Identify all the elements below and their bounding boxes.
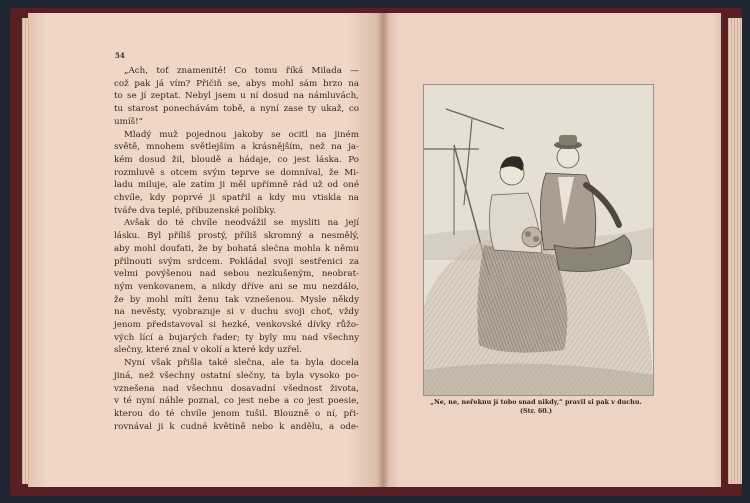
text-line: lásku. Byl příliš prostý, příliš skromný a nesmělý,	[114, 231, 359, 242]
right-page-edges	[728, 18, 742, 484]
left-page-edges	[22, 18, 30, 484]
text-line: vých lící a bujarých řader; ty byly mu nad všechny	[114, 332, 359, 343]
book-gutter	[377, 13, 389, 487]
caption-page-ref: (Str. 60.)	[520, 407, 552, 415]
text-line: Nyní však přišla také slečna, ale ta byla docela	[124, 358, 359, 369]
illustration	[423, 84, 654, 396]
text-line: rovnával ji k cudné květině nebo k andělu, a ode-	[114, 421, 359, 432]
page-number: 54	[115, 51, 125, 60]
text-line: že by mohl míti ženu tak vznešenou. Mysle někdy	[114, 294, 359, 305]
body-text	[114, 65, 359, 433]
text-line: to se jí zeptat. Nebyl jsem u ní dosud na námluvách,	[114, 91, 359, 102]
text-line: ladu miluje, ale zatím ji měl upřímně rád už od oné	[114, 180, 359, 191]
text-line: světě, mnohem světlejším a krásnějším, než na ja-	[114, 142, 359, 153]
text-line: umíš!“	[114, 116, 144, 127]
text-line: jiná, než všechny ostatní slečny, ta byla vysoko po-	[114, 370, 359, 381]
text-line: což pak já vím? Přičiň se, abys mohl sám brzo na	[114, 78, 359, 89]
text-line: ným venkovanem, a nikdy dříve ani se mu nezdálo,	[114, 281, 359, 292]
engraving-couple-on-haystack	[424, 85, 653, 395]
text-line: velmi povýšenou nad sebou nezkušeným, neobrat-	[114, 269, 359, 280]
text-line: tváře dva teplé, příbuzenské políbky.	[114, 205, 276, 216]
illustration-caption	[405, 398, 667, 416]
text-line: „Ach, toť znamenité! Co tomu říká Milada —	[124, 66, 359, 76]
text-line: Avšak do té chvíle neodvážil se mysliti na její	[124, 218, 359, 229]
caption-quote: „Ne, ne, neřeknu jí tobo snad nikdy,“ pravil si pak v duchu.	[430, 398, 642, 406]
text-line: chvíle, kdy poprvé ji spatřil a kdy mu vtiskla na	[114, 193, 359, 204]
text-line: Mladý muž pojednou jakoby se ocitl na jiném	[124, 129, 359, 140]
text-line: vznešena nad všechnu dosavadní všednost života,	[114, 383, 359, 394]
text-line: přilnouti svým srdcem. Pokládal svoji sestřenici za	[114, 256, 359, 267]
text-line: rozmluvě s otcem svým teprve se domníval, že Mi-	[114, 167, 359, 178]
text-line: slečny, které znal v okolí a které kdy uzřel.	[114, 345, 303, 356]
text-line: jenom představoval si hezké, venkovské dívky růžo-	[114, 320, 359, 331]
text-line: kterou do té chvíle jenom tušil. Blouzně o ní, při-	[114, 408, 359, 419]
text-line: kém dosud žil, bloudě a hádaje, co jest láska. Po	[114, 154, 359, 165]
text-line: tu starost ponechávám tobě, a nyní zase ty ukaž, co	[114, 104, 359, 115]
text-line: aby mohl doufati, že by bohatá slečna mohla k němu	[114, 243, 359, 254]
text-line: v té nyní náhle poznal, co jest nebe a co jest poesie,	[114, 396, 359, 407]
text-line: na nevěsty, vyobrazuje si v duchu svoji choť, vždy	[114, 307, 359, 318]
